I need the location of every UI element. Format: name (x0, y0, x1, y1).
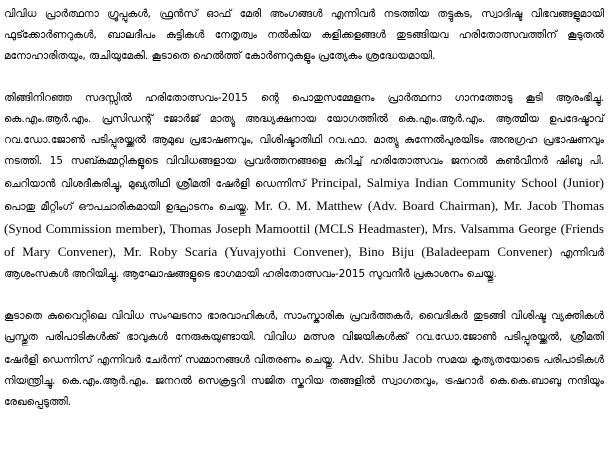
paragraph-stalls-and-corners (4, 4, 604, 67)
paragraph-3-english-name: Adv. Shibu Jacob (339, 351, 433, 366)
paragraph-public-meeting (4, 88, 604, 285)
paragraph-2-english-speakers: Mr. O. M. Matthew (Adv. Board Chairman), Mr. Jacob Thomas (Synod Commission member), Thomas Joseph Mamoottil (MCLS Headmaster), Mrs. Valsamma George (Friends of Mary Convener), Mr. Roby Scaria (Yuvajyothi Convener), Bino Biju (Baladeepam Convener) (4, 198, 605, 259)
paragraph-1-text: വിവിധ പ്രാർത്ഥനാ ഗ്രൂപ്പുകൾ, ഫ്രൻസ് ഓഫ് മേരി അംഗങ്ങൾ എന്നിവർ നടത്തിയ തട്ടുകട, സ്വാദിഷ്ട വിഭവങ്ങളുമായി ഫുട്ക്കോർണറുകൾ, ബാലദീപം കുട്ടികൾ നേതൃത്വം നൽകിയ കളിക്കളങ്ങൾ തുടങ്ങിയവ ഹരിതോത്സവത്തിന് കൂടുതൽ മനോഹാരിതയും, രുചിയുമേകി. കൂടാതെ ഹെൽത്ത് കോർണറുകളും പ്രത്യേകം ശ്രദ്ധേയമായി. (4, 8, 604, 62)
paragraph-3-text-part-1: കൂടാതെ കുവൈറ്റിലെ വിവിധ സംഘടനാ ഭാരവാഹികൾ, സാംസ്കാരിക പ്രവർത്തകർ, വൈദികർ തുടങ്ങി വിശിഷ്ട വ്യക്തികൾ പ്രസ്തുത പരിപാടികൾക്ക് ഭാവുകൾ നേരുകയുണ്ടായി. വിവിധ മത്സര വിജയികൾക്ക് റവ.ഡോ.ജോൺ പടിപ്പുരയ്ക്കൽ, ശ്രീമതി ഷേർളി ഡെന്നിസ് എന്നിവർ ചേർന്ന് സമ്മാനങ്ങൾ വിതരണം ചെയ്തു. (4, 310, 604, 366)
paragraph-prizes-and-thanks (4, 306, 604, 413)
paragraph-2-text-part-3: എന്നിവർ ആശംസകൾ അറിയിച്ചു. ആഘോഷങ്ങളുടെ ഭാഗമായി ഹരിതോത്സവം-2015 സുവനീർ പ്രകാശനം ചെയ്തു. (4, 247, 604, 280)
paragraph-2-text-part-2: പൊതു മീറ്റിംഗ് ഔപചാരികമായി ഉദ്ഘാടനം ചെയ്തു. (4, 201, 255, 213)
paragraph-2-english-principal: Principal, Salmiya Indian Community School (Junior) (311, 175, 605, 190)
paragraph-3-text-part-2: സമയ കൃത്യതയോടെ പരിപാടികൾ നിയന്ത്രിച്ചു. കെ.എം.ആർ.എം. ജനറൽ സെക്രട്ടറി സജിത സ്കറിയ തങ്ങളിൽ സ്വാഗതവും, ട്രഷറാർ കെ.കെ.ബാബു നന്ദിയും രേഖപ്പെടുത്തി. (4, 354, 604, 408)
paragraph-2-text-part-1: തിങ്ങിനിറഞ്ഞ സദസ്സിൽ ഹരിതോത്സവം-2015 ന്റെ പൊതുസമ്മേളനം പ്രാർത്ഥനാ ഗാനത്തോടു കൂടി ആരംഭിച്ചു. കെ.എം.ആർ.എം. പ്രസിഡന്റ് ജോർജ് മാത്യു അദ്ധ്യക്ഷനായ യോഗത്തിൽ കെ.എം.ആർ.എം. ആത്മീയ ഉപദേഷ്ടാവ് റവ.ഡോ.ജോൺ പടിപ്പുരയ്ക്കൽ ആമുഖ പ്രഭാഷണവും, വിശിഷ്ടാതിഥി റവ.ഫാ. മാത്യു കുന്നേൽപുരയിടം അനുഗ്രഹ പ്രഭാഷണവും നടത്തി. 15 സബ്കമ്മറ്റികളുടെ വിവിധങ്ങളായ പ്രവർത്തനങ്ങളെ കുറിച്ച് ഹരിതോത്സവം ജനറൽ കൺവീനർ ഷിബു പി. ചെറിയാൻ വിശദീകരിച്ചു, മുഖ്യതിഥി ശ്രീമതി ഷേർളി ഡെന്നിസ് (4, 92, 604, 190)
